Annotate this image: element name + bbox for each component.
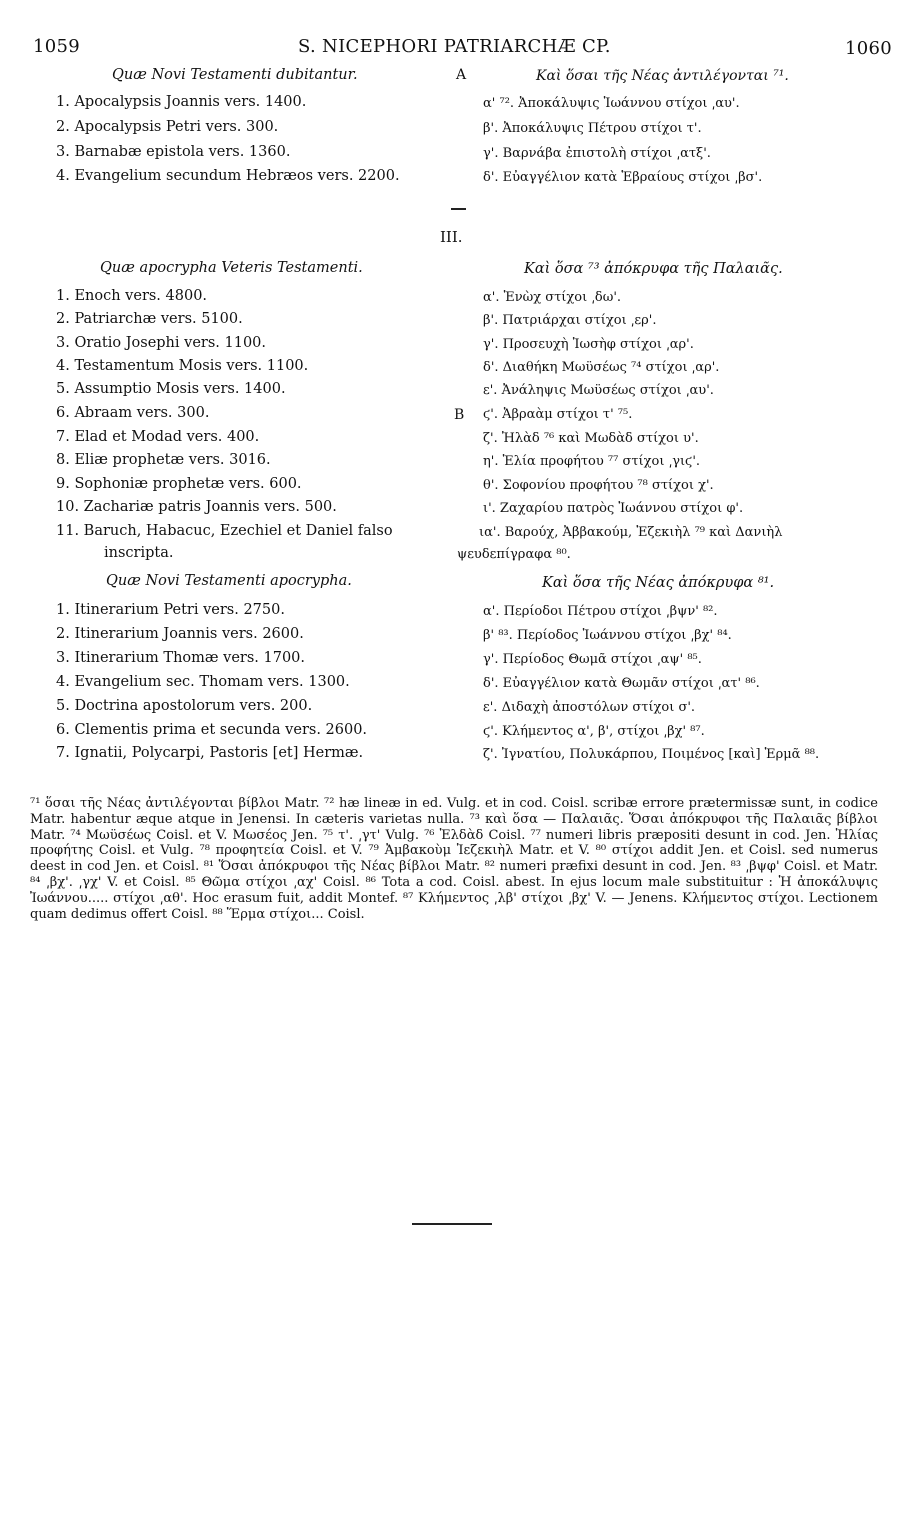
list-item-continuation: inscripta. <box>104 545 174 561</box>
latin-section-apocrypha-nt-title: Quæ Novi Testamenti apocrypha. <box>106 573 352 589</box>
list-item: β' ⁸³. Περίοδος Ἰωάννου στίχοι ͵βχ' ⁸⁴. <box>483 628 732 643</box>
list-item: ε'. Διδαχὴ ἀποστόλων στίχοι σ'. <box>483 700 696 715</box>
footnotes: ⁷¹ ὅσαι τῆς Νέας ἀντιλέγονται βίβλοι Matr. ⁷² hæ lineæ in ed. Vulg. et in cod. Coisl. scribæ errore prætermissæ sunt, in codice Matr. habentur æque atque in Jenensi. In cæteris varietas nulla. ⁷³ καὶ ὅσα — Παλαιᾶς. Ὅσαι ἀπόκρυφοι τῆς Παλαιᾶς βίβλοι Matr. ⁷⁴ Μωϋσέως Coisl. et V. Μωσέος Jen. ⁷⁵ τ'. ͵γτ' Vulg. ⁷⁶ Ἐλδὰδ Coisl. ⁷⁷ numeri libris præpositi desunt in cod. Jen. Ἠλίας προφήτης Coisl. et Vulg. ⁷⁸ προφητεία Coisl. et V. ⁷⁹ Ἀμβακοὺμ Ἰεζεκιὴλ Matr. et V. ⁸⁰ στίχοι addit Jen. et Coisl. sed numerus deest in cod Jen. et Coisl. ⁸¹ Ὅσαι ἀπόκρυφοι τῆς Νέας βίβλοι Matr. ⁸² numeri præfixi desunt in cod. Jen. ⁸³ ͵βψφ' Coisl. et Matr. ⁸⁴ ͵βχ'. ͵γχ' V. et Coisl. ⁸⁵ Θῶμα στίχοι ͵αχ' Coisl. ⁸⁶ Tota a cod. Coisl. abest. In ejus locum male substituitur : Ἡ ἀποκάλυψις Ἰωάννου..... στίχοι ͵αθ'. Hoc erasum fuit, addit Montef. ⁸⁷ Κλήμεντος ͵λβ' στίχοι ͵βχ' V. — Jenens. Κλήμεντος στίχοι. Lectionem quam dedimus offert Coisl. ⁸⁸ Ἕρμα στίχοι... Coisl. <box>30 796 878 922</box>
list-item: γ'. Περίοδος Θωμᾶ στίχοι ͵αψ' ⁸⁵. <box>483 652 702 667</box>
list-item: γ'. Βαρνάβα ἐπιστολὴ στίχοι ͵ατξ'. <box>483 146 711 161</box>
running-title: S. NICEPHORI PATRIARCHÆ CP. <box>298 36 611 57</box>
list-item: 7. Ignatii, Polycarpi, Pastoris [et] Hermæ. <box>56 745 364 761</box>
list-item: α' ⁷². Ἀποκάλυψις Ἰωάννου στίχοι ͵αυ'. <box>483 96 740 111</box>
list-item: 6. Clementis prima et secunda vers. 2600. <box>56 722 368 738</box>
list-item: 9. Sophoniæ prophetæ vers. 600. <box>56 476 302 492</box>
list-item: 6. Abraam vers. 300. <box>56 405 210 421</box>
list-item: 4. Evangelium secundum Hebræos vers. 2200. <box>56 168 400 184</box>
list-item: 5. Assumptio Mosis vers. 1400. <box>56 381 286 397</box>
list-item: η'. Ἐλία προφήτου ⁷⁷ στίχοι ͵γιϛ'. <box>483 454 701 469</box>
list-item: 2. Apocalypsis Petri vers. 300. <box>56 119 279 135</box>
list-item: β'. Ἀποκάλυψις Πέτρου στίχοι τ'. <box>483 121 702 136</box>
section-number: III. <box>440 228 463 246</box>
list-item: β'. Πατριάρχαι στίχοι ͵ερ'. <box>483 313 657 328</box>
margin-letter-b: B <box>454 407 465 423</box>
list-item: α'. Ἐνὼχ στίχοι ͵δω'. <box>483 290 622 305</box>
margin-letter-a: A <box>456 67 467 83</box>
page-number-right: 1060 <box>845 38 893 59</box>
list-item: ζ'. Ἰγνατίου, Πολυκάρπου, Ποιμένος [καὶ] Ἑρμᾶ ⁸⁸. <box>483 747 820 762</box>
list-item: α'. Περίοδοι Πέτρου στίχοι ͵βψν' ⁸². <box>483 604 718 619</box>
list-item: 5. Doctrina apostolorum vers. 200. <box>56 698 313 714</box>
list-item: 8. Eliæ prophetæ vers. 3016. <box>56 452 271 468</box>
list-item: 1. Enoch vers. 4800. <box>56 288 208 304</box>
greek-section-apocrypha-nt-title: Καὶ ὅσα τῆς Νέας ἀπόκρυφα ⁸¹. <box>542 575 775 591</box>
list-item: δ'. Εὐαγγέλιον κατὰ Ἑβραίους στίχοι ͵βσ'. <box>483 170 763 185</box>
list-item: ε'. Ἀνάληψις Μωϋσέως στίχοι ͵αυ'. <box>483 383 714 398</box>
list-item: 1. Itinerarium Petri vers. 2750. <box>56 602 285 618</box>
list-item: 7. Elad et Modad vers. 400. <box>56 429 260 445</box>
list-item: δ'. Διαθήκη Μωϋσέως ⁷⁴ στίχοι ͵αρ'. <box>483 360 720 375</box>
list-item: 11. Baruch, Habacuc, Ezechiel et Daniel falso <box>56 523 393 539</box>
list-item: 4. Evangelium sec. Thomam vers. 1300. <box>56 674 350 690</box>
page-number-left: 1059 <box>33 36 81 57</box>
list-item: 2. Patriarchæ vers. 5100. <box>56 311 243 327</box>
list-item: δ'. Εὐαγγέλιον κατὰ Θωμᾶν στίχοι ͵ατ' ⁸⁶. <box>483 676 760 691</box>
latin-section-dubitantur-title: Quæ Novi Testamenti dubitantur. <box>112 67 358 83</box>
list-item: ι'. Ζαχαρίου πατρὸς Ἰωάννου στίχοι φ'. <box>483 501 744 516</box>
end-rule <box>412 1223 492 1225</box>
greek-section-apocrypha-vt-title: Καὶ ὅσα ⁷³ ἀπόκρυφα τῆς Παλαιᾶς. <box>524 261 783 277</box>
list-item: 3. Itinerarium Thomæ vers. 1700. <box>56 650 305 666</box>
latin-section-apocrypha-vt-title: Quæ apocrypha Veteris Testamenti. <box>100 260 363 276</box>
list-item: 3. Oratio Josephi vers. 1100. <box>56 335 267 351</box>
list-item: ϛ'. Ἀβραὰμ στίχοι τ' ⁷⁵. <box>483 407 633 422</box>
list-item: ια'. Βαρούχ, Ἀββακούμ, Ἐζεκιὴλ ⁷⁹ καὶ Δανιὴλ <box>479 525 783 540</box>
list-item-continuation: ψευδεπίγραφα ⁸⁰. <box>457 547 571 562</box>
list-item: θ'. Σοφονίου προφήτου ⁷⁸ στίχοι χ'. <box>483 478 714 493</box>
list-item: 3. Barnabæ epistola vers. 1360. <box>56 144 291 160</box>
greek-section-antilegomena-title: Καὶ ὅσαι τῆς Νέας ἀντιλέγονται ⁷¹. <box>536 68 789 84</box>
list-item: ϛ'. Κλήμεντος α', β', στίχοι ͵βχ' ⁸⁷. <box>483 724 705 739</box>
list-item: 10. Zachariæ patris Joannis vers. 500. <box>56 499 337 515</box>
list-item: ζ'. Ἠλὰδ ⁷⁶ καὶ Μωδὰδ στίχοι υ'. <box>483 431 699 446</box>
list-item: γ'. Προσευχὴ Ἰωσὴφ στίχοι ͵αρ'. <box>483 337 694 352</box>
list-item: 1. Apocalypsis Joannis vers. 1400. <box>56 94 307 110</box>
list-item: 4. Testamentum Mosis vers. 1100. <box>56 358 309 374</box>
list-item: 2. Itinerarium Joannis vers. 2600. <box>56 626 304 642</box>
section-rule <box>451 208 466 210</box>
